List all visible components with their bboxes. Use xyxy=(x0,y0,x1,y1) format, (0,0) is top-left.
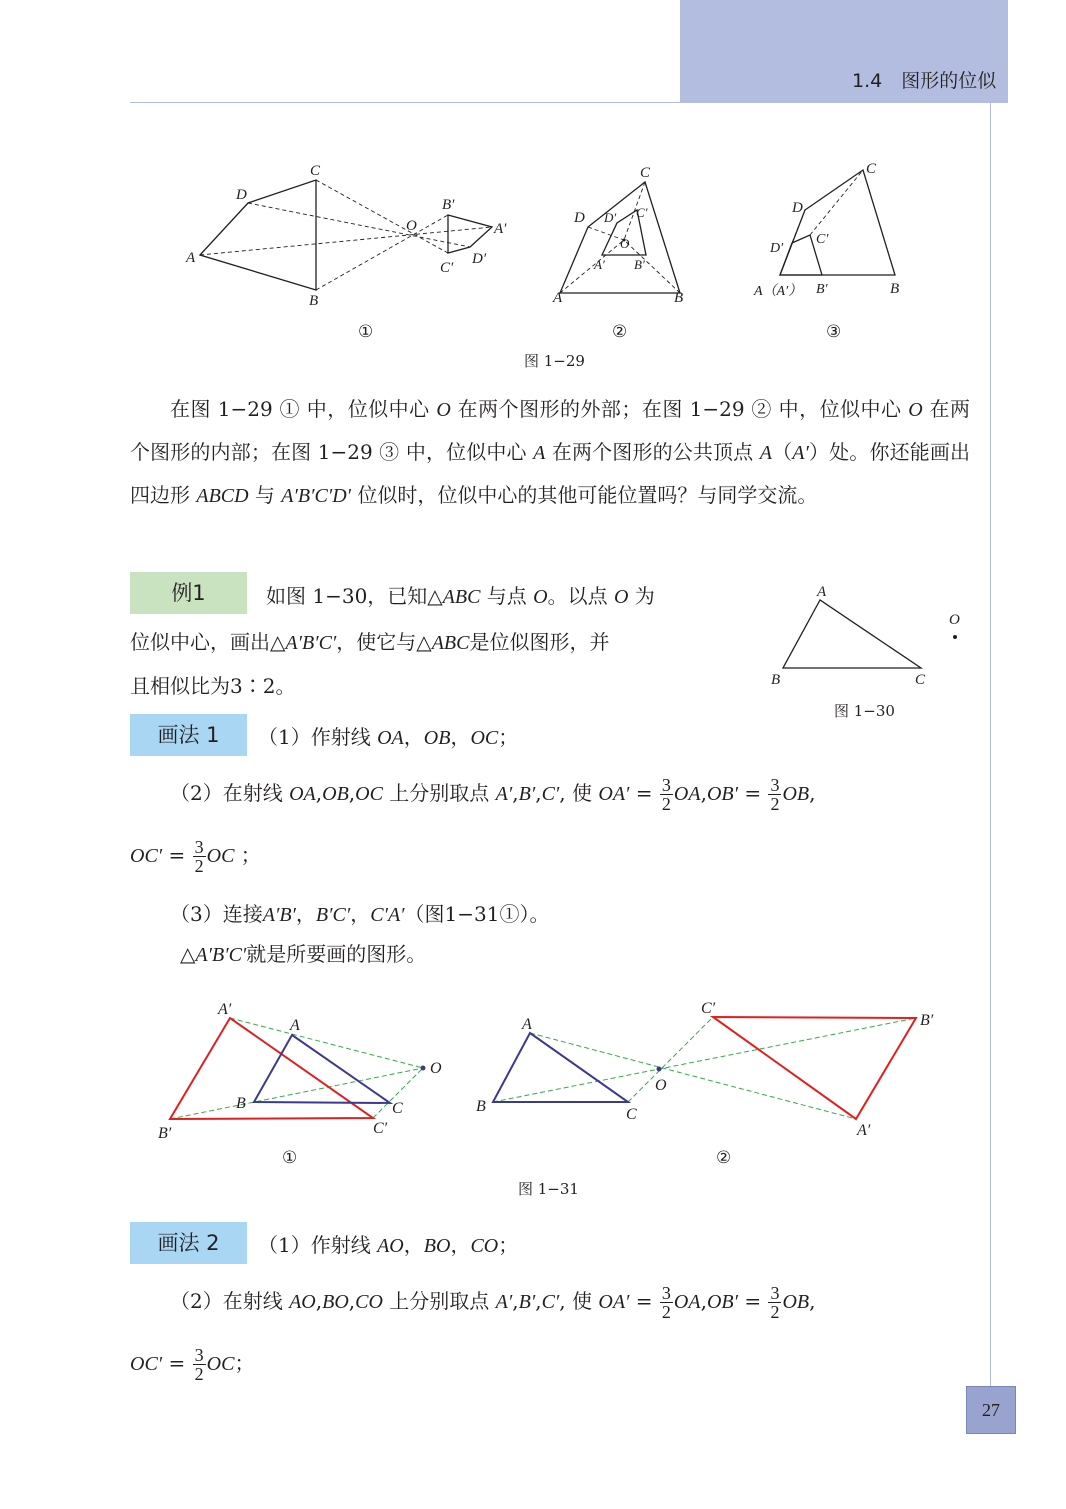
method-2-badge: 画法 2 xyxy=(130,1222,247,1264)
method-1-step-3: （3）连接A′B′，B′C′，C′A′（图1−31①）。 xyxy=(170,902,550,926)
label-B-1: B xyxy=(309,293,319,309)
label-Cp-3: C′ xyxy=(816,232,829,247)
quad-apbpcpdp-1 xyxy=(448,215,492,253)
subfigure-1-label: ① xyxy=(358,322,374,342)
label-B-2: B xyxy=(476,1098,486,1115)
label-D-1: D xyxy=(236,187,247,203)
triangle-apbpcp-2 xyxy=(713,1017,916,1119)
label-Ap-2: A′ xyxy=(594,257,605,272)
label-C-3: C xyxy=(866,161,877,177)
label-C-1: C xyxy=(310,163,321,179)
triangle-abc-2 xyxy=(493,1033,628,1102)
label-B-3: B xyxy=(890,281,900,297)
method-1-conclusion: △A′B′C′就是所要画的图形。 xyxy=(180,942,427,966)
label-Bp-1: B′ xyxy=(442,197,455,213)
example-1-line-2: 位似中心，画出△A′B′C′，使它与△ABC是位似图形，并 xyxy=(130,630,610,654)
fraction-3-2: $\frac{3}{2}$ xyxy=(194,837,204,876)
triangle-abc xyxy=(783,600,921,668)
label-D-2: D xyxy=(574,210,585,226)
label-C: C xyxy=(915,672,926,688)
fraction-3-2: $\frac{3}{2}$ xyxy=(770,1283,780,1322)
fraction-3-2: $\frac{3}{2}$ xyxy=(194,1345,204,1384)
label-A-2: A xyxy=(522,1016,532,1033)
label-Ap-2: A′ xyxy=(857,1122,871,1139)
figure-1-31 xyxy=(150,995,950,1145)
example-1-line-3: 且相似比为3∶2。 xyxy=(130,674,296,698)
label-A-1: A xyxy=(186,250,196,266)
fraction-3-2: $\frac{3}{2}$ xyxy=(661,1283,671,1322)
label-O-2: O xyxy=(655,1077,667,1094)
label-Dp-1: D′ xyxy=(472,251,487,267)
label-B: B xyxy=(771,672,781,688)
label-A-2: A xyxy=(553,290,563,306)
triangle-abc-1 xyxy=(254,1035,390,1103)
label-O: O xyxy=(949,612,960,628)
figure-1-30 xyxy=(765,580,975,690)
method-1-badge: 画法 1 xyxy=(130,714,247,756)
label-Cp-1: C′ xyxy=(440,260,454,276)
quad-abcd-3 xyxy=(780,170,895,275)
figure-1-29 xyxy=(180,155,900,315)
label-Ap-1: A′ xyxy=(494,221,507,237)
fraction-3-2: $\frac{3}{2}$ xyxy=(770,775,780,814)
label-Bp-2: B′ xyxy=(634,257,645,272)
label-Dp-2: D′ xyxy=(604,210,617,225)
method-1-step-1: （1）作射线 OA，OB，OC； xyxy=(258,725,519,749)
side-rule xyxy=(990,103,991,1413)
label-C-2: C xyxy=(640,165,651,181)
point-O xyxy=(953,635,957,639)
header-rule xyxy=(130,102,680,103)
quad-abcd-1 xyxy=(200,180,316,290)
label-AAp-3: A（A′） xyxy=(754,284,803,299)
rays-2 xyxy=(493,1017,916,1119)
fraction-3-2: $\frac{3}{2}$ xyxy=(661,775,671,814)
label-Cp-2: C′ xyxy=(636,205,648,220)
label-Cp-2: C′ xyxy=(701,1000,716,1017)
label-A-1: A xyxy=(290,1017,300,1034)
label-A: A xyxy=(817,584,827,600)
subfigure-1-label: ① xyxy=(282,1148,298,1168)
label-O-2: O xyxy=(620,236,630,251)
figure-1-29-caption: 图 1−29 xyxy=(524,352,585,370)
method-1-step-2-cont: OC′ = $\frac{3}{2}$ OC ； xyxy=(130,837,261,876)
label-Ap-1: A′ xyxy=(218,1001,232,1018)
triangle-apbpcp-1 xyxy=(170,1018,373,1119)
example-1-line-1: 如图 1−30，已知△ABC 与点 O。以点 O 为 xyxy=(266,584,655,608)
label-O-1: O xyxy=(430,1060,442,1077)
subfigure-2-label: ② xyxy=(612,322,628,342)
label-Cp-1: C′ xyxy=(373,1120,388,1137)
label-D-3: D xyxy=(792,200,803,216)
method-2-step-2-cont: OC′ = $\frac{3}{2}$ OC； xyxy=(130,1345,255,1384)
subfigure-3-label: ③ xyxy=(826,322,842,342)
label-Dp-3: D′ xyxy=(770,241,784,256)
label-Bp-2: B′ xyxy=(920,1012,934,1029)
label-Bp-3: B′ xyxy=(816,282,828,297)
section-title: 1.4 图形的位似 xyxy=(852,70,997,92)
label-O-1: O xyxy=(406,218,417,234)
label-C-1: C xyxy=(392,1100,403,1117)
label-Bp-1: B′ xyxy=(158,1125,172,1142)
subfigure-2-label: ② xyxy=(716,1148,732,1168)
figure-1-31-caption: 图 1−31 xyxy=(518,1180,579,1198)
method-2-step-2: （2）在射线 AO,BO,CO 上分别取点 A′,B′,C′, 使 OA′ = $\frac{3}{2}$ OA,OB′ = $\frac{3}{2}$ OB, xyxy=(170,1283,816,1322)
example-1-badge: 例1 xyxy=(130,572,247,614)
point-O-2 xyxy=(657,1067,662,1072)
label-C-2: C xyxy=(626,1106,637,1123)
page-number: 27 xyxy=(966,1386,1016,1434)
method-2-step-1: （1）作射线 AO，BO，CO； xyxy=(258,1233,519,1257)
point-O-1 xyxy=(421,1066,426,1071)
label-B-2: B xyxy=(674,290,684,306)
method-1-step-2: （2）在射线 OA,OB,OC 上分别取点 A′,B′,C′, 使 OA′ = $\frac{3}{2}$ OA,OB′ = $\frac{3}{2}$ OB, xyxy=(170,775,816,814)
paragraph-1: 在图 1−29 ① 中，位似中心 O 在两个图形的外部；在图 1−29 ② 中，位似中心 O 在两个图形的内部；在图 1−29 ③ 中，位似中心 A 在两个图形的公共顶点 A（A′）处。你还能画出四边形 ABCD 与 A′B′C′D′ 位似时，位似中心的其他可能位置吗？与同学交流。 xyxy=(130,397,971,507)
figure-1-30-caption: 图 1−30 xyxy=(834,702,895,720)
label-B-1: B xyxy=(236,1095,246,1112)
